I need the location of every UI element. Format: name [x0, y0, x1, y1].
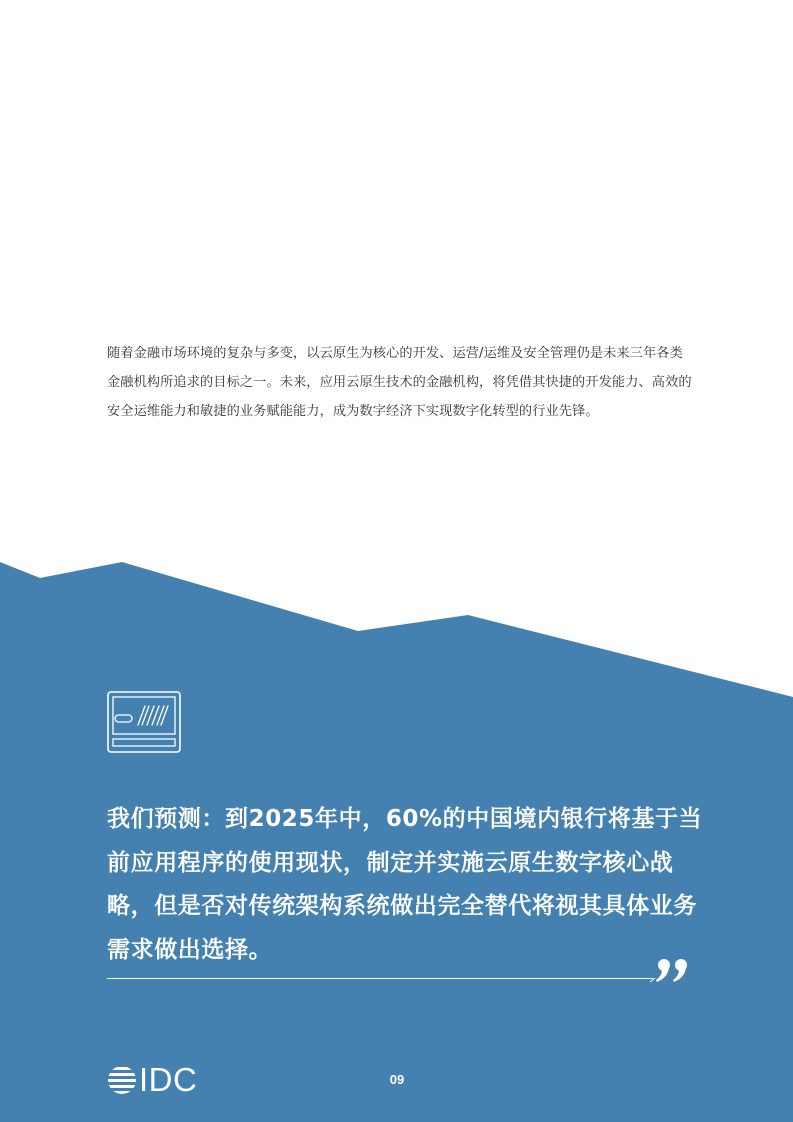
forecast-quote: 我们预测：到2025年中，60%的中国境内银行将基于当前应用程序的使用现状，制定并实施云原生数字核心战略，但是否对传统架构系统做出完全替代将视其具体业务需求做出选择。: [107, 806, 703, 963]
quote-underline: [107, 978, 653, 979]
idc-logo: [107, 1061, 198, 1098]
intro-paragraph: 随着金融市场环境的复杂与多变，以云原生为核心的开发、运营/运维及安全管理仍是未来三年各类金融机构所追求的目标之一。未来，应用云原生技术的金融机构，将凭借其快捷的开发能力、高效的安全运维能力和敏捷的业务赋能能力，成为数字经济下实现数字化转型的行业先锋。: [107, 346, 692, 419]
idc-logo-text: IDC: [139, 1061, 198, 1098]
globe-icon: [107, 1065, 137, 1095]
card-terminal-icon: [107, 691, 181, 753]
closing-quote-icon: [650, 954, 690, 984]
page-number: 09: [389, 1072, 405, 1087]
